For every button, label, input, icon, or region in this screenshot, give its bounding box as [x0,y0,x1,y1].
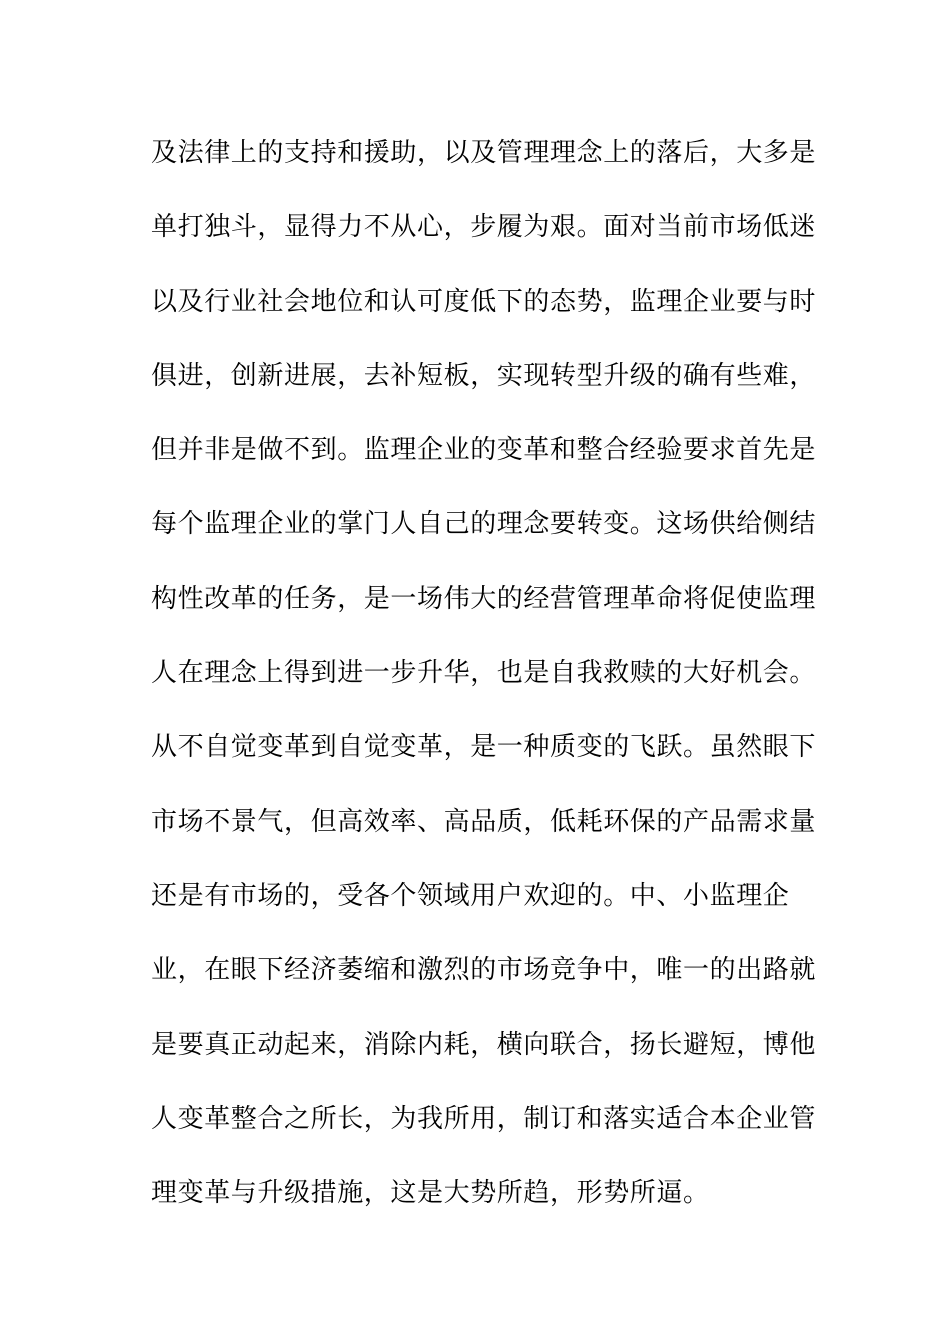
text-line-14: 人变革整合之所长，为我所用，制订和落实适合本企业管 [151,1103,817,1134]
text-line-13: 是要真正动起来，消除内耗，横向联合，扬长避短，博他 [151,1029,817,1060]
text-line-12: 业，在眼下经济萎缩和激烈的市场竞争中，唯一的出路就 [151,955,817,986]
text-line-15: 理变革与升级措施，这是大势所趋，形势所逼。 [151,1178,710,1209]
text-line-6: 每个监理企业的掌门人自己的理念要转变。这场供给侧结 [151,509,817,540]
text-line-5: 但并非是做不到。监理企业的变革和整合经验要求首先是 [151,435,817,466]
text-line-10: 市场不景气，但高效率、高品质，低耗环保的产品需求量 [151,806,817,837]
text-line-4: 俱进，创新进展，去补短板，实现转型升级的确有些难， [151,360,817,391]
text-line-7: 构性改革的任务，是一场伟大的经营管理革命将促使监理 [151,583,817,614]
text-line-9: 从不自觉变革到自觉变革，是一种质变的飞跃。虽然眼下 [151,732,817,763]
text-line-3: 以及行业社会地位和认可度低下的态势，监理企业要与时 [151,286,817,317]
text-line-2: 单打独斗，显得力不从心，步履为艰。面对当前市场低迷 [151,212,817,243]
text-line-1: 及法律上的支持和援助，以及管理理念上的落后，大多是 [151,138,817,168]
body-paragraph [151,127,817,1241]
text-line-11: 还是有市场的，受各个领域用户欢迎的。中、小监理企 [151,880,790,911]
text-line-8: 人在理念上得到进一步升华，也是自我救赎的大好机会。 [151,658,817,689]
